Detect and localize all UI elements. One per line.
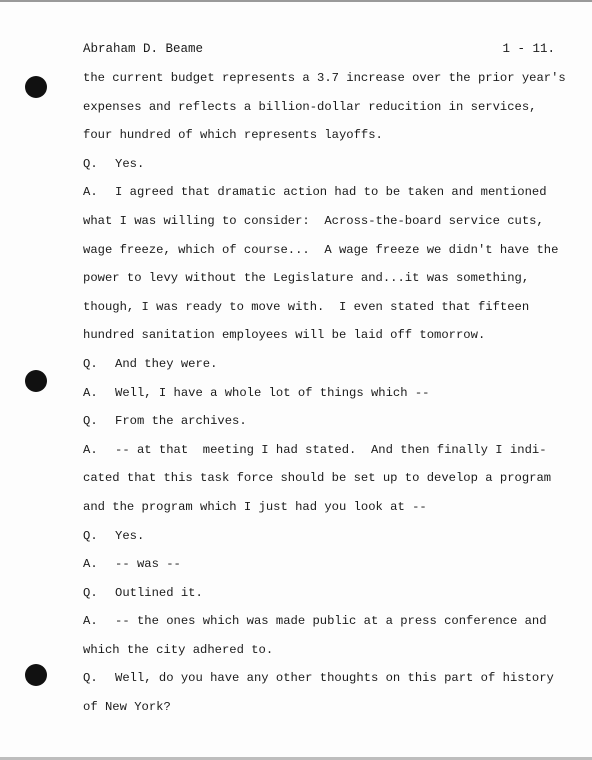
speaker-label: A. bbox=[83, 185, 98, 200]
line-text: hundred sanitation employees will be laid off tomorrow. bbox=[83, 328, 486, 343]
transcript-line bbox=[83, 498, 563, 527]
transcript-line bbox=[83, 326, 563, 355]
line-text: Yes. bbox=[115, 528, 145, 543]
transcript-line bbox=[83, 126, 563, 155]
transcript-line bbox=[83, 469, 563, 498]
line-text: Yes. bbox=[115, 156, 145, 171]
line-text: four hundred of which represents layoffs. bbox=[83, 128, 383, 143]
transcript-line bbox=[83, 669, 563, 698]
speaker-label: Q. bbox=[83, 156, 98, 171]
transcript-line bbox=[83, 69, 566, 98]
transcript-line bbox=[83, 612, 563, 641]
transcript-line bbox=[83, 183, 563, 212]
line-text: expenses and reflects a billion-dollar reducition in services, bbox=[83, 99, 537, 114]
line-text: From the archives. bbox=[115, 414, 247, 429]
transcript-line bbox=[83, 412, 563, 441]
line-text: what I was willing to consider: Across-the-board service cuts, bbox=[83, 213, 544, 228]
binder-hole-top bbox=[25, 76, 47, 98]
transcript-line bbox=[83, 384, 563, 413]
page-top-edge bbox=[0, 0, 592, 2]
interviewee-name: Abraham D. Beame bbox=[83, 42, 204, 56]
speaker-label: A. bbox=[83, 442, 98, 457]
line-text: Outlined it. bbox=[115, 585, 203, 600]
line-text: wage freeze, which of course... A wage freeze we didn't have the bbox=[83, 242, 559, 257]
transcript-line bbox=[83, 355, 563, 384]
transcript-line bbox=[83, 155, 563, 184]
line-text: though, I was ready to move with. I even stated that fifteen bbox=[83, 299, 530, 314]
transcript-body bbox=[83, 69, 566, 727]
speaker-label: Q. bbox=[83, 414, 98, 429]
line-text: cated that this task force should be set up to develop a program bbox=[83, 471, 552, 486]
line-text: -- at that meeting I had stated. And then finally I indi- bbox=[115, 442, 547, 457]
transcript-line bbox=[83, 641, 563, 670]
speaker-label: A. bbox=[83, 385, 98, 400]
line-text: I agreed that dramatic action had to be taken and mentioned bbox=[115, 185, 547, 200]
speaker-label: Q. bbox=[83, 528, 98, 543]
speaker-label: Q. bbox=[83, 356, 98, 371]
transcript-line bbox=[83, 441, 563, 470]
speaker-label: Q. bbox=[83, 585, 98, 600]
transcript-line bbox=[83, 98, 563, 127]
transcript-line bbox=[83, 269, 563, 298]
transcript-line bbox=[83, 555, 563, 584]
line-text: Well, I have a whole lot of things which -- bbox=[115, 385, 430, 400]
page-number: 1 - 11. bbox=[502, 42, 555, 56]
line-text: the current budget represents a 3.7 increase over the prior year's bbox=[83, 71, 566, 85]
speaker-label: Q. bbox=[83, 671, 98, 686]
transcript-line bbox=[83, 212, 563, 241]
line-text: Well, do you have any other thoughts on this part of history bbox=[115, 671, 554, 686]
line-text: power to levy without the Legislature and...it was something, bbox=[83, 271, 530, 286]
transcript-line bbox=[83, 298, 563, 327]
transcript-line bbox=[83, 698, 563, 727]
transcript-line bbox=[83, 241, 563, 270]
line-text: which the city adhered to. bbox=[83, 642, 274, 657]
speaker-label: A. bbox=[83, 557, 98, 572]
transcript-line bbox=[83, 527, 563, 556]
page-header bbox=[83, 40, 555, 58]
speaker-label: A. bbox=[83, 614, 98, 629]
line-text: And they were. bbox=[115, 356, 218, 371]
line-text: and the program which I just had you look at -- bbox=[83, 499, 427, 514]
binder-hole-bottom bbox=[25, 664, 47, 686]
line-text: -- the ones which was made public at a press conference and bbox=[115, 614, 547, 629]
line-text: -- was -- bbox=[115, 557, 181, 572]
transcript-line bbox=[83, 584, 563, 613]
binder-hole-middle bbox=[25, 370, 47, 392]
line-text: of New York? bbox=[83, 700, 171, 715]
